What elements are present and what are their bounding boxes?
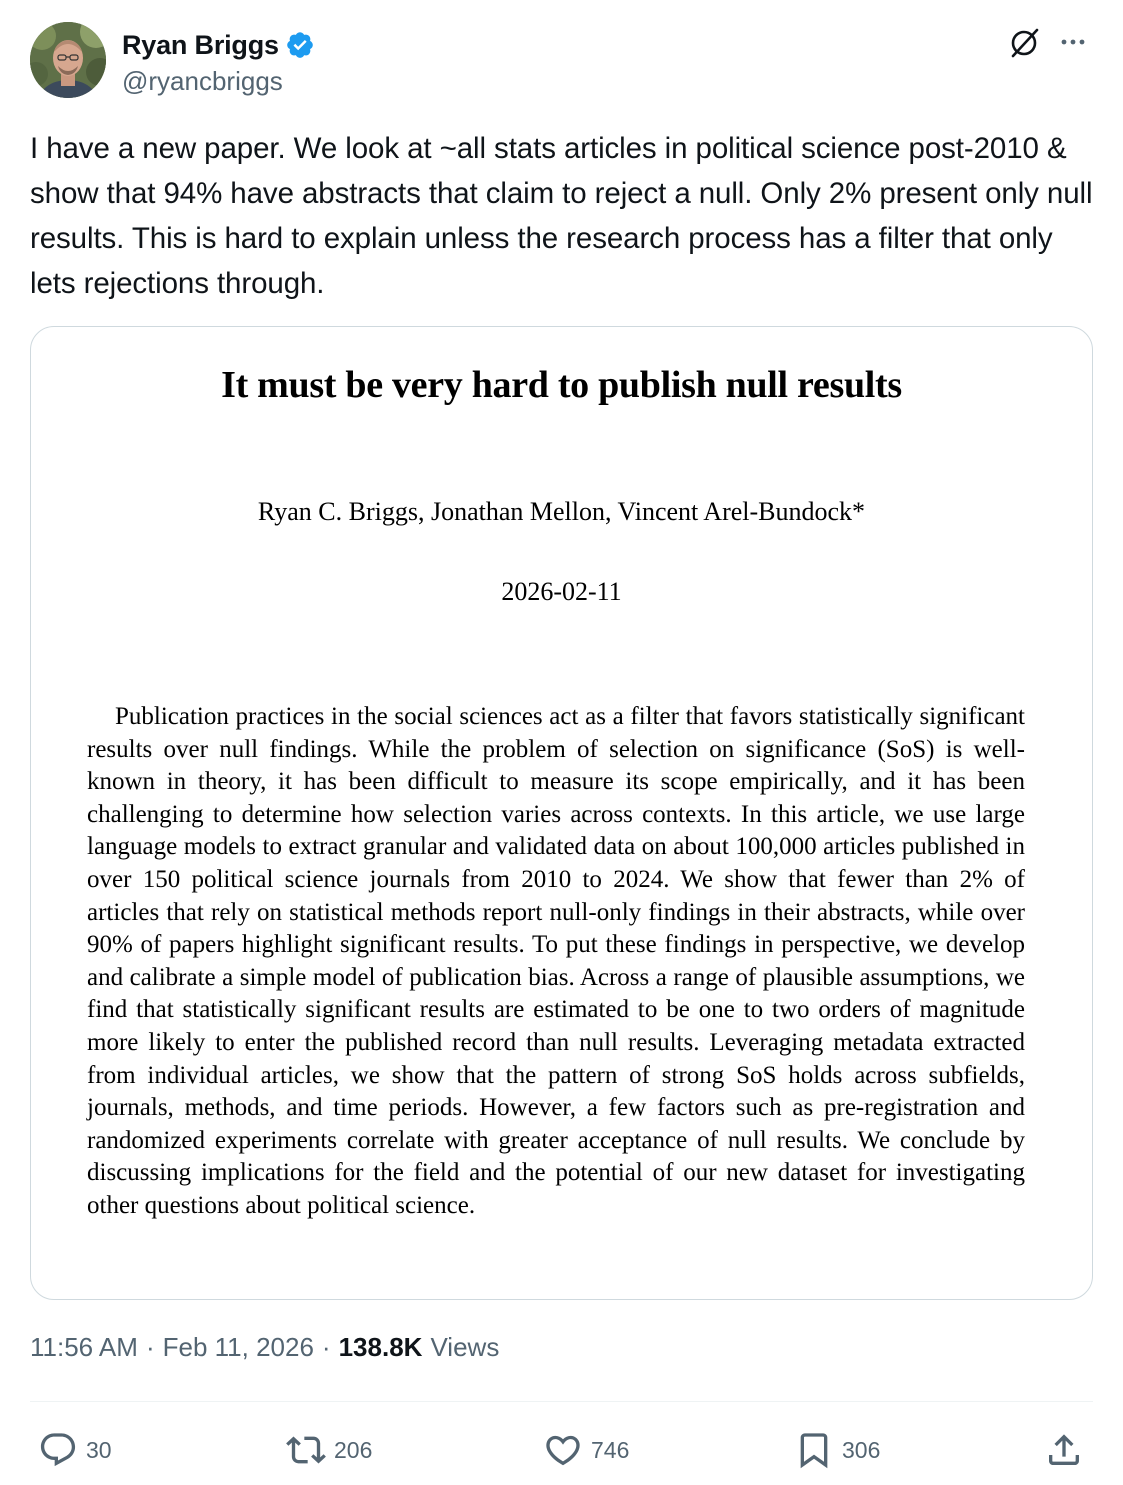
divider (30, 1401, 1093, 1402)
tweet-header (30, 22, 1093, 100)
bookmark-count: 306 (842, 1436, 881, 1463)
avatar[interactable] (30, 22, 106, 98)
reply-count: 30 (86, 1436, 112, 1463)
tweet-meta (30, 1332, 499, 1363)
paper-date: 2026-02-11 (501, 577, 622, 606)
bookmark-icon (794, 1430, 834, 1470)
attached-image[interactable] (30, 326, 1093, 1300)
views-label: Views (430, 1332, 500, 1362)
avatar-photo (30, 22, 106, 98)
more-icon[interactable] (1055, 24, 1091, 60)
share-icon (1044, 1430, 1084, 1470)
author-info (122, 28, 315, 97)
paper-authors: Ryan C. Briggs, Jonathan Mellon, Vincent Arel-Bundock* (257, 497, 866, 526)
tweet-date[interactable]: Feb 11, 2026 (162, 1332, 314, 1362)
views-count[interactable]: 138.8K (338, 1332, 423, 1362)
tweet-time[interactable]: 11:56 AM (30, 1332, 138, 1362)
reply-icon (38, 1430, 78, 1470)
like-button[interactable] (543, 1428, 629, 1472)
repost-icon (286, 1430, 326, 1470)
repost-count: 206 (334, 1436, 373, 1463)
meta-separator: · (321, 1332, 331, 1362)
display-name[interactable]: Ryan Briggs (122, 29, 279, 60)
grok-icon[interactable] (1007, 26, 1041, 60)
bookmark-button[interactable] (794, 1428, 880, 1472)
repost-button[interactable] (286, 1428, 372, 1472)
meta-separator: · (145, 1332, 155, 1362)
paper-title: It must be very hard to publish null results (221, 364, 902, 406)
handle[interactable]: @ryancbriggs (122, 66, 283, 96)
reply-button[interactable] (38, 1428, 112, 1472)
tweet-text: I have a new paper. We look at ~all stats articles in political science post-2010 & show that 94% have abstracts that claim to reject a null. Only 2% present only null results. This is hard to explain unless the research process has a filter that only lets rejections through. (30, 132, 1093, 300)
action-bar (0, 1422, 1123, 1478)
share-button[interactable] (1044, 1428, 1084, 1472)
like-icon (543, 1430, 583, 1470)
like-count: 746 (591, 1436, 630, 1463)
verified-badge-icon[interactable] (285, 30, 315, 60)
paper-abstract: Publication practices in the social sciences act as a filter that favors statistically significant results over null findings. While the problem of selection on significance (SoS) is well-known in theory, it has been difficult to measure its scope empirically, and it has been challenging to determine how selection varies across contexts. In this article, we use large language models to extract granular and validated data on about 100,000 articles published in over 150 political science journals from 2010 to 2024. We show that fewer than 2% of articles that rely on statistical methods report null-only findings in their abstracts, while over 90% of papers highlight significant results. To put these findings in perspective, we develop and calibrate a simple model of publication bias. Across a range of plausible assumptions, we find that statistically significant results are estimated to be one to two orders of magnitude more likely to enter the published record than null results. Leveraging metadata extracted from individual articles, we show that the pattern of strong SoS holds across subfields, journals, methods, and time periods. However, a few factors such as pre-registration and randomized experiments correlate with greater acceptance of null results. We conclude by discussing implications for the field and the potential of our new dataset for investigating other questions about political science. (87, 703, 1025, 1219)
display-name-row (122, 28, 315, 62)
